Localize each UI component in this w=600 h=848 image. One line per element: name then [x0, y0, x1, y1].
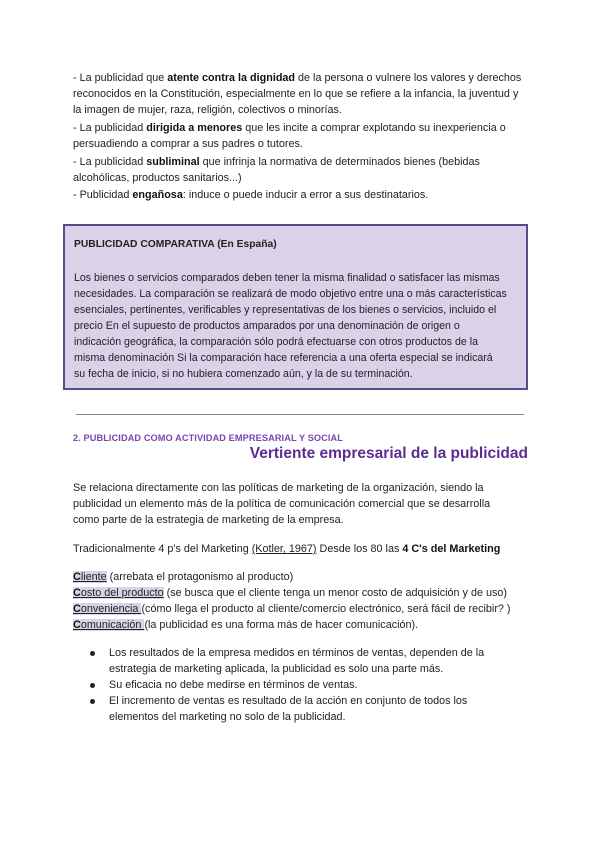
bold-term: subliminal — [146, 156, 200, 168]
bullet-icon — [90, 699, 95, 704]
section-heading: Vertiente empresarial de la publicidad — [249, 445, 528, 462]
relation-paragraph: Se relaciona directamente con las políticas de marketing de la organización, siendo la publicidad un elemento más de la política de comunicación comercial que se desarrolla como parte de la estrategia de marketing de la empresa. — [73, 482, 491, 526]
list-item: Su eficacia no debe medirse en términos de ventas. — [73, 677, 484, 693]
comparative-advertising-box — [63, 224, 528, 390]
intro-item-misleading: - Publicidad engañosa: induce o puede inducir a error a sus destinatarios. — [73, 189, 429, 201]
intro-item-dignity: - La publicidad que atente contra la dignidad de la persona o vulnere los valores y derechos reconocidos en la Constitución, especialmente en lo que se refiere a la infancia, la juventud y la imagen de mujer, raza, religión, colectivos o minorías. — [73, 72, 522, 116]
bold-term: dirigida a menores — [146, 122, 243, 134]
intro-item-minors: - La publicidad dirigida a menores que les incite a comprar explotando su inexperiencia o persuadiendo a comprar a sus padres o tutores. — [73, 122, 506, 150]
bullet-icon — [90, 683, 95, 688]
bullet-icon — [90, 651, 95, 656]
bold-term: 4 C's del Marketing — [402, 543, 501, 555]
intro-item-subliminal: - La publicidad subliminal que infrinja la normativa de determinados bienes (bebidas alcohólicas, productos sanitarios...) — [73, 156, 480, 184]
four-cs-list — [73, 569, 511, 633]
list-item: El incremento de ventas es resultado de la acción en conjunto de todos los elementos del marketing no solo de la publicidad. — [73, 693, 484, 725]
box-body: Los bienes o servicios comparados deben tener la misma finalidad o satisfacer las mismas necesidades. La comparación se realizará de modo objetivo entre una o más características esenciales, pertinentes, verificables y representativas de los bienes o servicios, incluido el precio En el supuesto de productos amparados por una denominación de origen o indicación geográfica, la comparación sólo podrá efectuarse con otros productos de la misma denominación Si la comparación hace referencia a una oferta especial se indicará su fecha de inicio, si no hubiera comenzado aún, y la de su terminación. — [74, 272, 507, 380]
c-item-comunicacion: Comunicación (la publicidad es una forma más de hacer comunicación). — [73, 619, 419, 631]
citation-link[interactable]: (Kotler, 1967) — [251, 543, 317, 555]
section-label: 2. PUBLICIDAD COMO ACTIVIDAD EMPRESARIAL Y SOCIAL — [73, 433, 343, 443]
list-item: Los resultados de la empresa medidos en términos de ventas, dependen de la estrategia de marketing aplicada, la publicidad es solo una parte más. — [73, 645, 484, 677]
bullet-list — [73, 645, 484, 725]
traditional-line: Tradicionalmente 4 p's del Marketing (Kotler, 1967) Desde los 80 las 4 C's del Marketing — [73, 543, 501, 555]
c-item-costo: Costo del producto (se busca que el cliente tenga un menor costo de adquisición y de uso) — [73, 587, 507, 599]
c-item-conveniencia: Conveniencia (cómo llega el producto al cliente/comercio electrónico, será fácil de recibir? ) — [73, 603, 511, 615]
box-title: PUBLICIDAD COMPARATIVA (En España) — [74, 239, 277, 250]
bold-term: engañosa — [132, 189, 183, 201]
section-divider — [76, 414, 524, 415]
c-item-cliente: Cliente (arrebata el protagonismo al producto) — [73, 571, 294, 583]
bold-term: atente contra la dignidad — [167, 72, 296, 84]
